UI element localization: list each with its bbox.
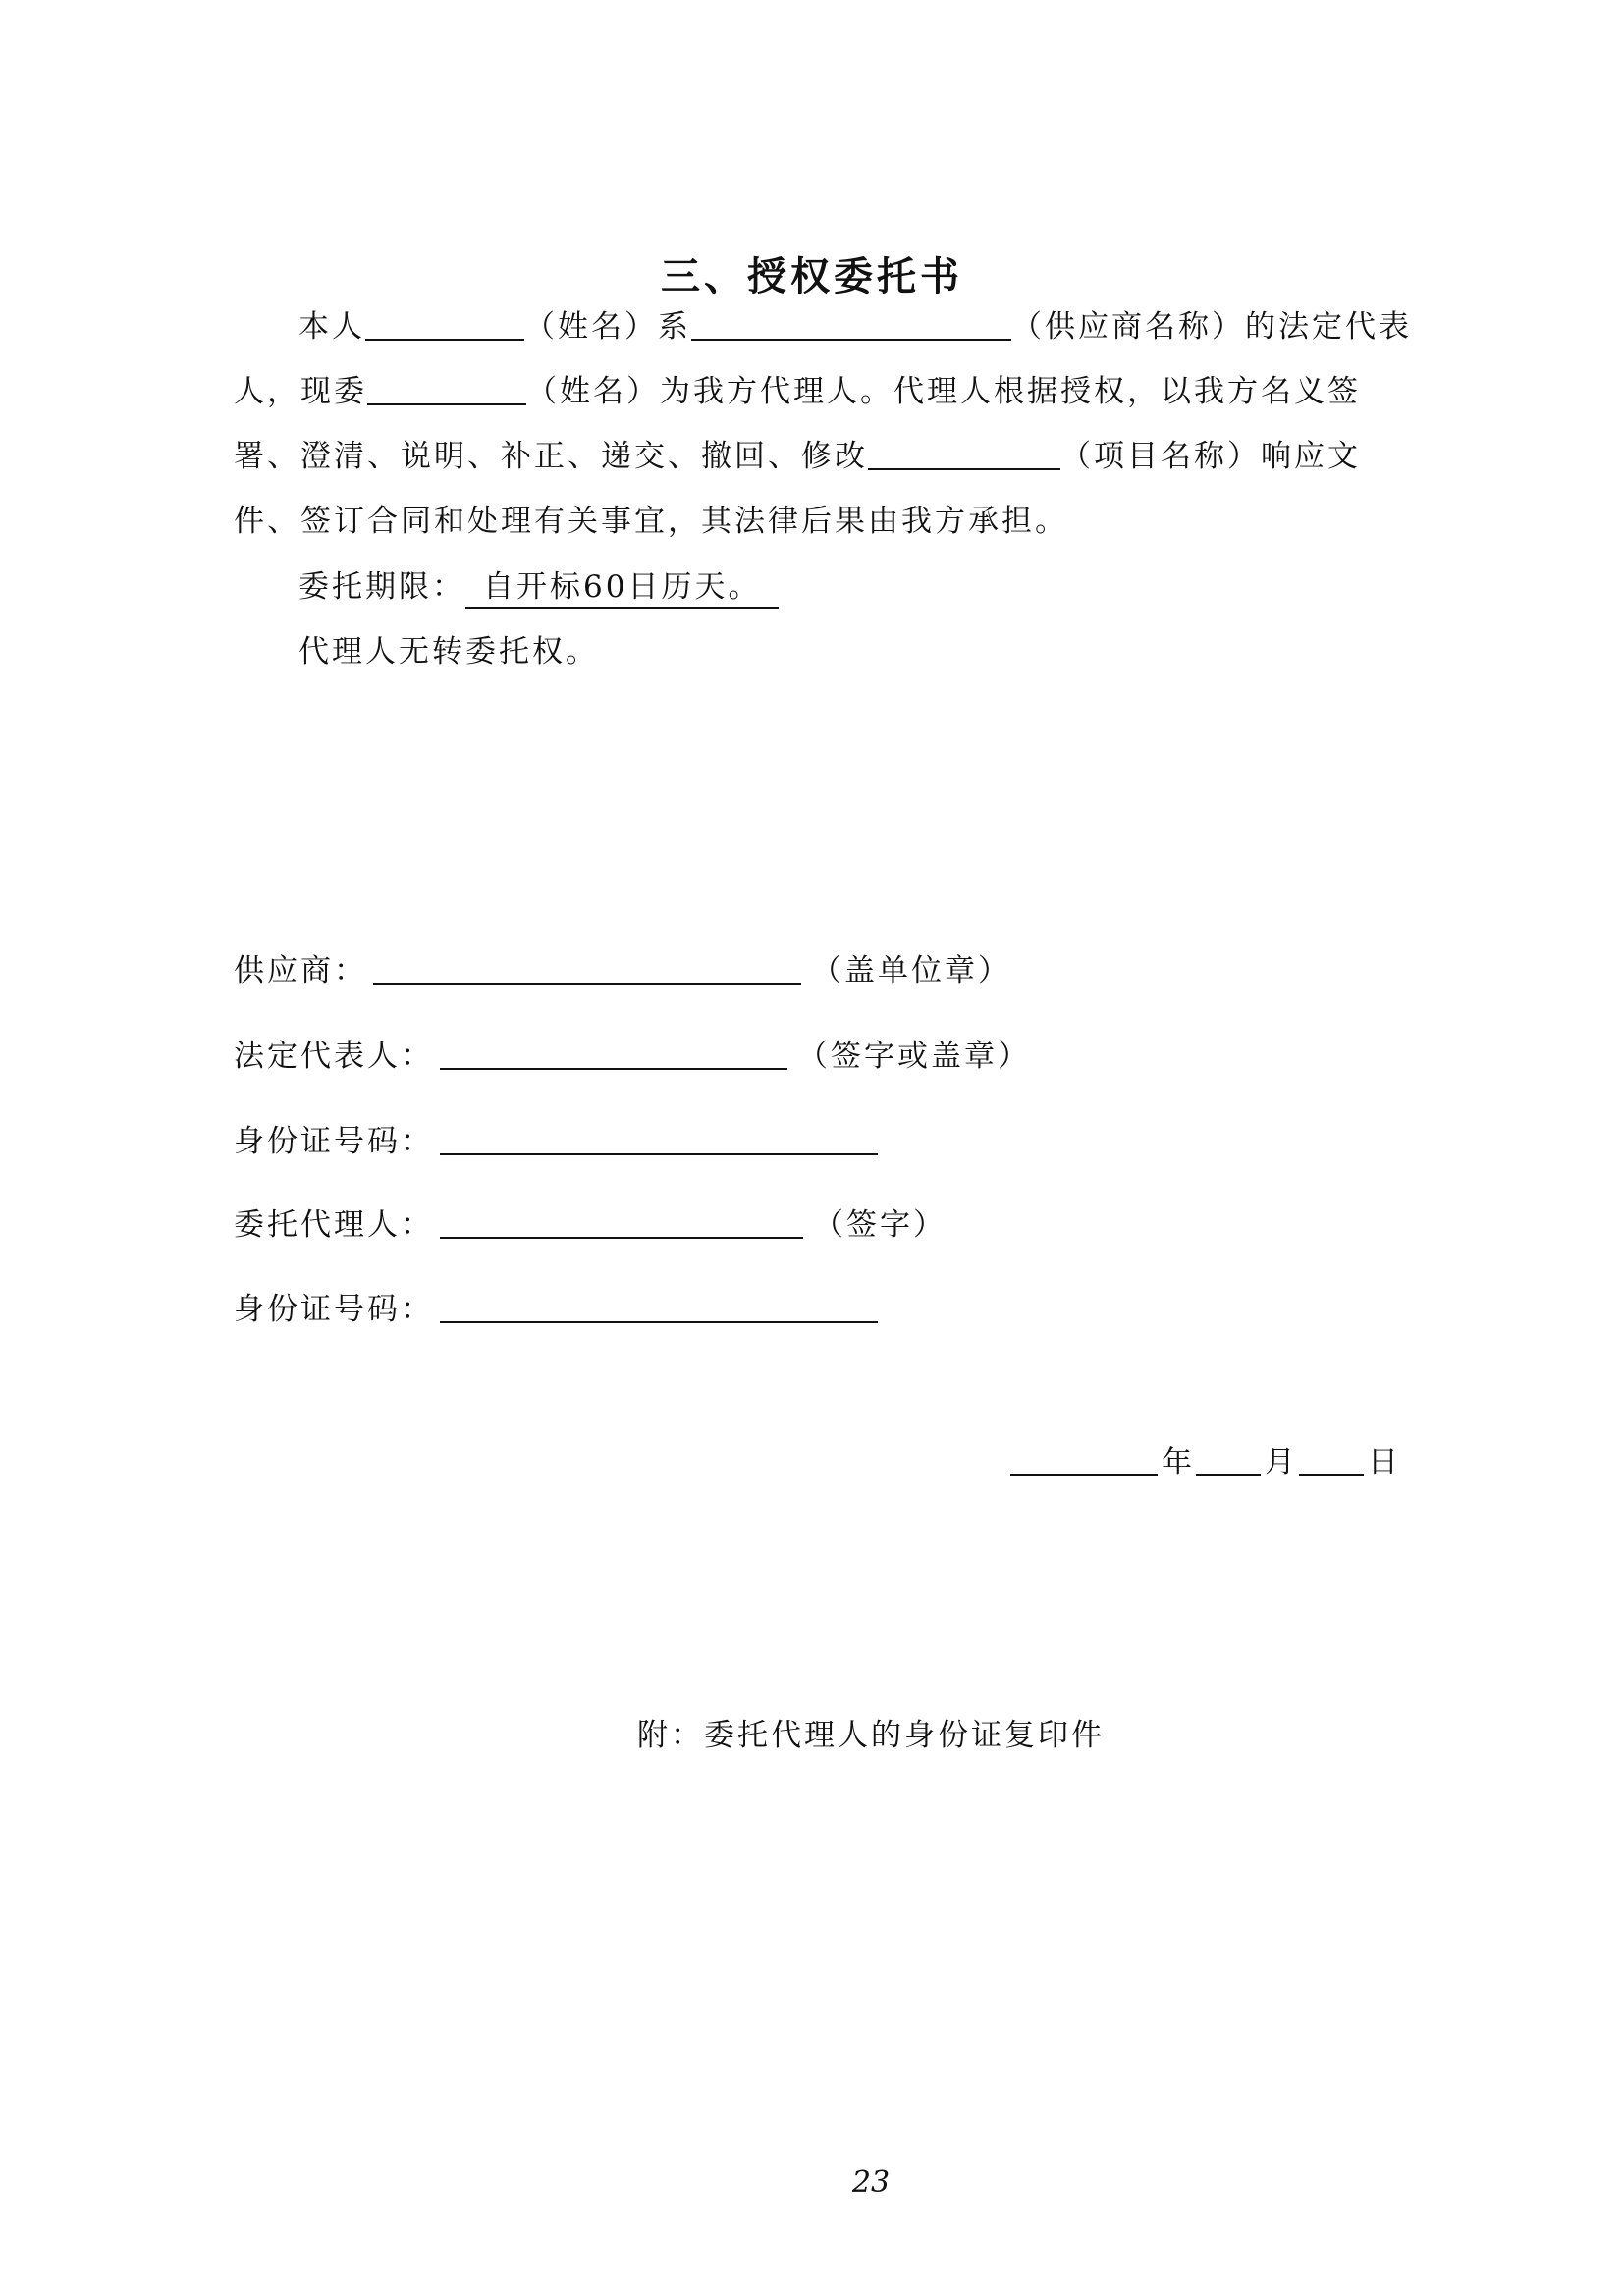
term-value: 自开标60日历天。 <box>465 569 779 609</box>
para-text-2: （姓名）系 <box>524 309 691 345</box>
page-number: 23 <box>851 2165 891 2200</box>
year-label: 年 <box>1162 1445 1192 1480</box>
supplier-note: （盖单位章） <box>811 953 1011 988</box>
id2-label: 身份证号码： <box>234 1292 434 1327</box>
agent-note: （签字） <box>813 1207 947 1243</box>
supplier-row <box>234 945 1011 989</box>
no-transfer-line: 代理人无转委托权。 <box>298 634 599 669</box>
day-blank[interactable] <box>1299 1445 1364 1476</box>
id2-blank[interactable] <box>440 1292 878 1323</box>
agent-row <box>234 1200 947 1244</box>
legal-rep-blank[interactable] <box>440 1039 787 1070</box>
name-blank[interactable] <box>365 309 524 341</box>
id-number-row-2 <box>234 1284 888 1328</box>
supplier-blank[interactable] <box>373 953 801 985</box>
para-text-1: 本人 <box>298 309 365 345</box>
month-label: 月 <box>1265 1445 1295 1480</box>
document-title: 三、授权委托书 <box>661 253 963 299</box>
month-blank[interactable] <box>1196 1445 1261 1476</box>
supplier-label: 供应商： <box>234 953 367 988</box>
id1-label: 身份证号码： <box>234 1124 434 1159</box>
para-text-4: （姓名）为我方代理人。代理人根据授权，以我方名义签署、澄清、说明、补正、递交、撤回、修改 <box>234 374 1361 474</box>
term-line <box>298 561 779 606</box>
id-number-row-1 <box>234 1116 888 1160</box>
authorization-paragraph <box>234 294 1412 554</box>
agent-blank[interactable] <box>440 1207 803 1239</box>
year-blank[interactable] <box>1010 1445 1158 1476</box>
id1-blank[interactable] <box>440 1124 878 1155</box>
date-row <box>1006 1437 1398 1481</box>
legal-rep-label: 法定代表人： <box>234 1039 434 1074</box>
agent-name-blank[interactable] <box>367 374 526 405</box>
para-text-3: （供应商名称）的法定代表人，现委 <box>234 309 1412 409</box>
legal-rep-row <box>234 1031 1031 1075</box>
supplier-name-blank[interactable] <box>691 309 1011 341</box>
term-label: 委托期限： <box>298 569 465 605</box>
para-text-5: （项目名称）响应文件、签订合同和处理有关事宜，其法律后果由我方承担。 <box>234 439 1361 539</box>
legal-rep-note: （签字或盖章） <box>797 1039 1031 1074</box>
project-name-blank[interactable] <box>868 439 1060 470</box>
day-label: 日 <box>1368 1445 1398 1480</box>
agent-label: 委托代理人： <box>234 1207 434 1243</box>
attachment-note: 附：委托代理人的身份证复印件 <box>637 1718 1105 1753</box>
